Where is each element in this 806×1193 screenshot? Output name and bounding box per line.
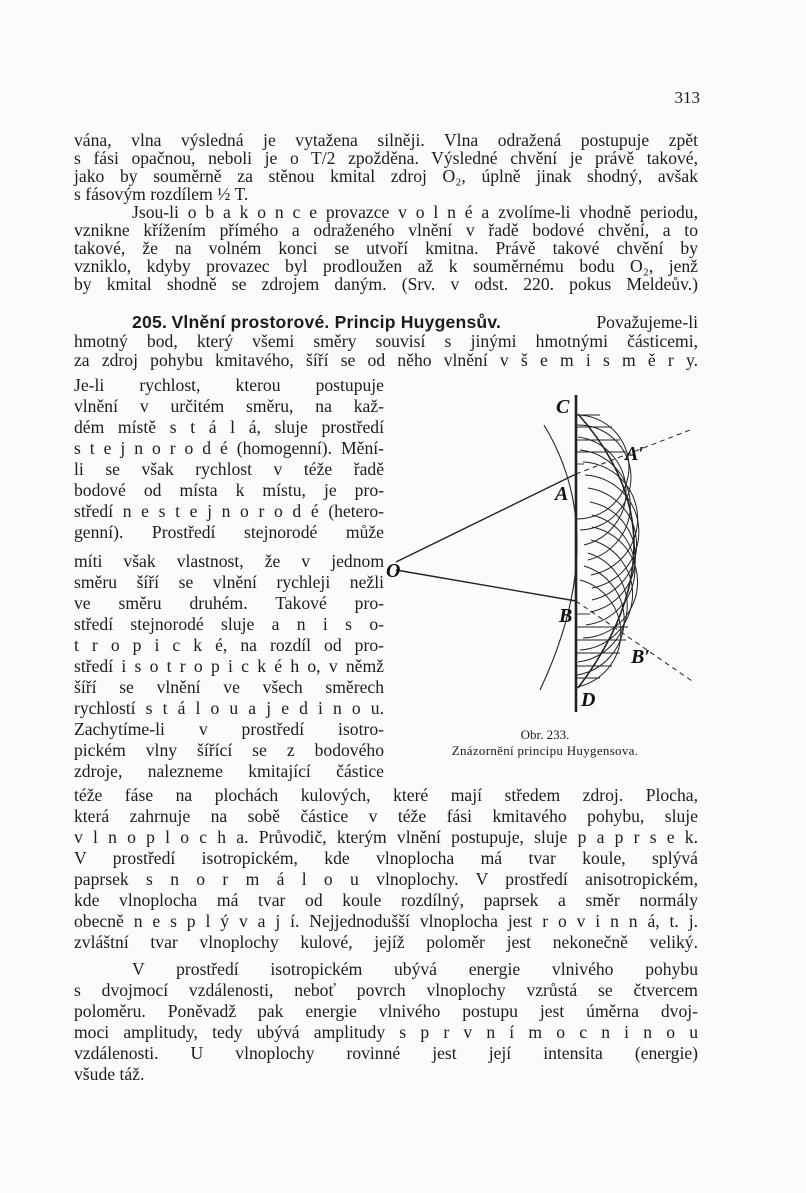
label-B: B [559,605,573,627]
text-line: středí stejnorodé sluje a n i s o- [74,614,384,634]
text-line: obecně n e s p l ý v a j í. Nejjednodušší vlnoplocha jest r o v i n n á, t. j. [74,911,698,931]
text-line: středí n e s t e j n o r o d é (hetero- [74,501,384,521]
text-run: Považujeme-li [596,312,698,332]
text-line: s dvojmocí vzdálenosti, neboť povrch vlnoplochy vzrůstá se čtvercem [74,980,698,1000]
label-D: D [581,689,596,711]
text-line: kde vlnoplocha má tvar od koule rozdílný, paprsek a směr normály [74,890,698,910]
text-line: V prostředí isotropickém ubývá energie vlnivého pohybu [132,959,698,979]
section-heading-line [74,313,698,332]
text-line: vznikne křížením přímého a odraženého vlnění v řadě bodové chvění, a to [74,220,698,240]
text-line: takové, že na volném konci se utvoří kmitna. Právě takové chvění by [74,238,698,258]
text-line: genní). Prostředí stejnorodé může [74,522,384,542]
text-line: moci amplitudy, tedy ubývá amplitudy s p r v n í m o c n i n o u [74,1022,698,1042]
text-line: ve směru druhém. Takové pro- [74,593,384,613]
text-line: paprsek s n o r m á l o u vlnoplochy. V prostředí anisotropickém, [74,869,698,889]
text-line: s fásovým rozdílem ½ T. [74,184,249,204]
text-line: bodové od místa k místu, je pro- [74,480,384,500]
text-line: s fási opačnou, neboli je o T/2 zpožděna. Výsledné chvění je právě takové, [74,148,698,168]
text-line: by kmital shodně se zdrojem daným. (Srv. v odst. 220. pokus Meldeův.) [74,274,698,294]
text-line: V prostředí isotropickém, kde vlnoplocha má tvar koule, splývá [74,848,698,868]
text-line: šíří se vlnění ve všech směrech [74,677,384,697]
text-line: vzdálenosti. U vlnoplochy rovinné jest její intensita (energie) [74,1043,698,1063]
text-line: Je-li rychlost, kterou postupuje [74,375,384,395]
text-line: pickém vlny šířící se z bodového [74,740,384,760]
text-line: t r o p i c k é, na rozdíl od pro- [74,635,384,655]
label-A: A [555,483,569,505]
text-line: zdroje, nalezneme kmitající částice [74,761,384,781]
text-line: míti však vlastnost, že v jednom [74,551,384,571]
text-line: vána, vlna výsledná je vytažena silněji. Vlna odražená postupuje zpět [74,130,698,150]
text-line: dém místě s t á l á, sluje prostředí [74,417,384,437]
text-line: jako by souměrně za stěnou kmital zdroj O₂, úplně jinak shodný, avšak [74,166,698,186]
figure-caption: Znázornění principu Huygensova. [451,743,639,758]
text-line: za zdroj pohybu kmitavého, šíří se od něho vlnění v š e m i s m ě r y. [74,350,698,370]
text-line: Zachytíme-li v prostředí isotro- [74,719,384,739]
section-number: 205. [132,312,168,332]
label-A-prime: A′ [625,443,644,465]
figure-number: Obr. 233. [520,727,570,742]
text-line: téže fáse na plochách kulových, které mají středem zdroj. Plocha, [74,785,698,805]
text-line: v l n o p l o c h a. Průvodič, kterým vlnění postupuje, sluje p a p r s e k. [74,827,698,847]
huygens-diagram [380,385,710,725]
label-C: C [556,396,570,418]
text-line: vlnění v určitém směru, na kaž- [74,396,384,416]
label-O: O [386,560,401,582]
text-line: Jsou-li o b a k o n c e provazce v o l n é a zvolíme-li vhodně periodu, [132,202,698,222]
label-B-prime: B′ [631,646,650,668]
text-line: směru šíří se vlnění rychleji nežli [74,572,384,592]
text-line: li se však rychlost v téže řadě [74,459,384,479]
text-line: hmotný bod, který všemi směry souvisí s jinými hmotnými částicemi, [74,331,698,351]
page-number: 313 [674,88,700,107]
text-line: zvláštní tvar vlnoplochy kulové, jejíž poloměr jest nekonečně veliký. [74,932,698,952]
section-title: Vlnění prostorové. Princip Huygensův. [171,312,502,332]
text-line: rychlostí s t á l o u a j e d i n o u. [74,698,384,718]
text-line: s t e j n o r o d é (homogenní). Mění- [74,438,384,458]
text-line: vzniklo, kdyby provazec byl prodloužen až k souměrnému bodu O₂, jenž [74,256,698,276]
text-line: poloměru. Poněvadž pak energie vlnivého postupu jest úměrna dvoj- [74,1001,698,1021]
text-line: která zahrnuje na sobě částice v téže fási kmitavého pohybu, sluje [74,806,698,826]
text-line: středí i s o t r o p i c k é h o, v němž [74,656,384,676]
text-line: všude táž. [74,1064,145,1084]
